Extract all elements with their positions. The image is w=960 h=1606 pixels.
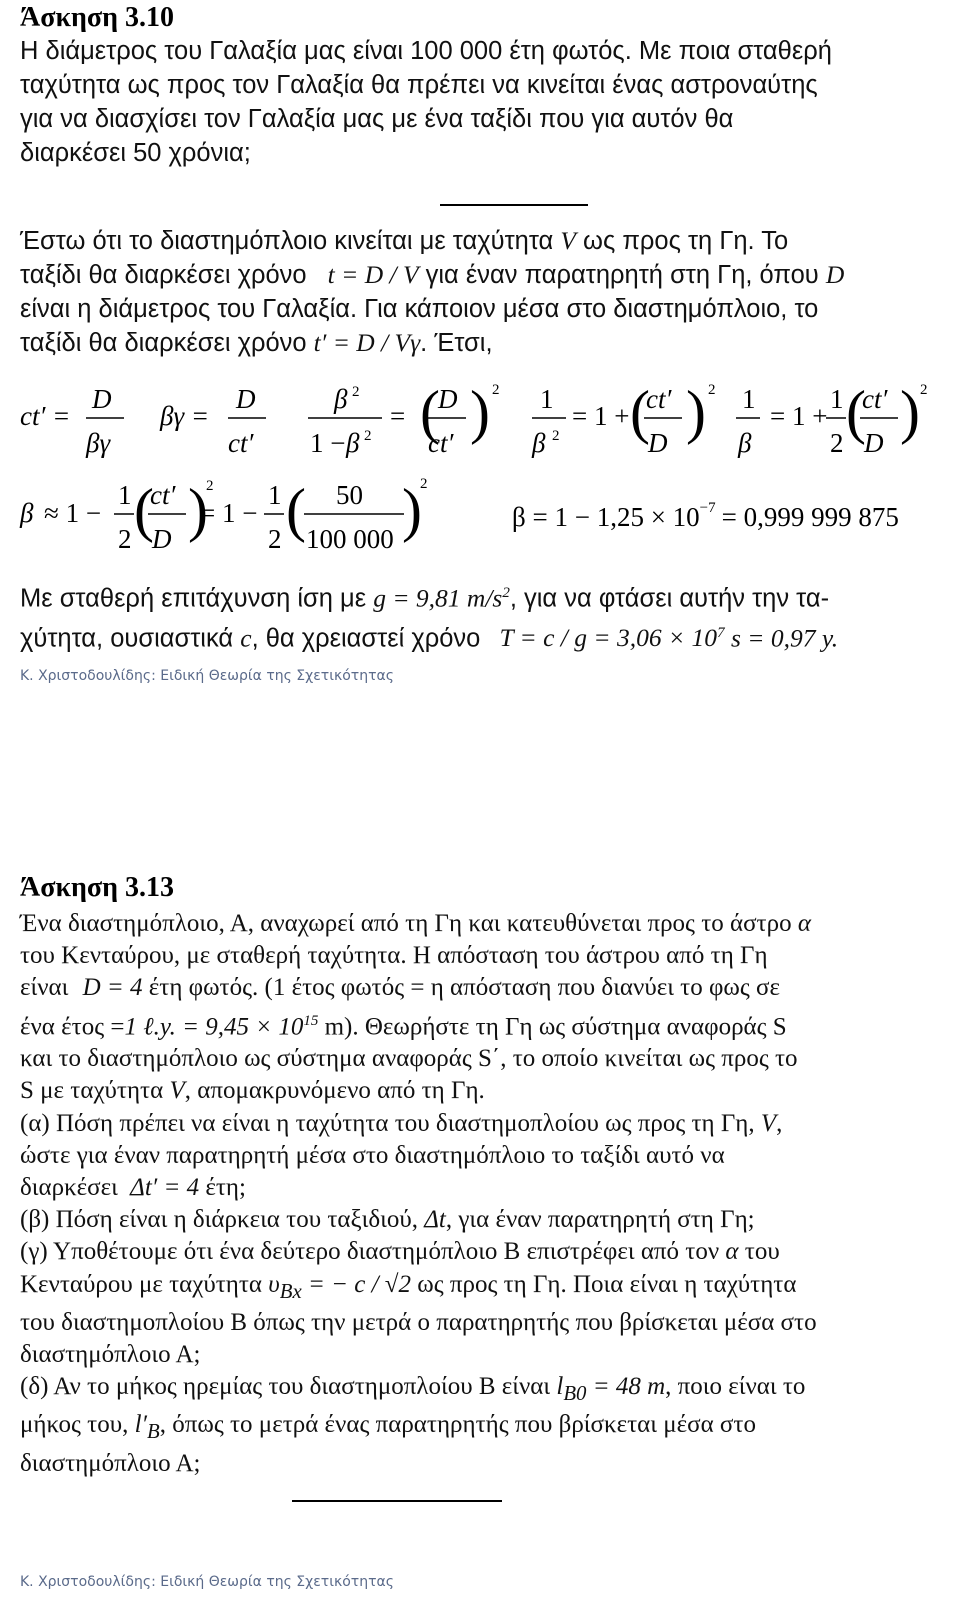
question-c-cont: του διαστημοπλοίου Β όπως την μετρά ο παρατηρητής που βρίσκεται μέσα στο xyxy=(20,1308,817,1336)
svg-text:2: 2 xyxy=(552,428,560,444)
problem-line: και το διαστημόπλοιο ως σύστημα αναφοράς S΄, το οποίο κινείται ως προς το xyxy=(20,1045,798,1073)
svg-text:1: 1 xyxy=(830,384,844,414)
svg-text:≈ 1 −: ≈ 1 − xyxy=(44,498,102,528)
page-footer: Κ. Χριστοδουλίδης: Ειδική Θεωρία της Σχετικότητας xyxy=(20,668,394,684)
svg-text:2: 2 xyxy=(492,382,500,398)
acceleration-text xyxy=(20,576,940,655)
svg-text:(: ( xyxy=(846,379,866,445)
svg-text:ct′: ct′ xyxy=(646,384,672,414)
problem-line: ένα έτος =1 ℓ.y. = $9,45 \times 10^{15}$ m). Θεωρήστε τη Γη ως σύστημα αναφοράς S xyxy=(20,1012,787,1040)
svg-text:β: β xyxy=(346,428,360,458)
svg-text:β: β xyxy=(20,498,34,528)
svg-text:50: 50 xyxy=(336,480,363,510)
svg-text:100 000: 100 000 xyxy=(306,524,394,554)
svg-text:ct′: ct′ xyxy=(150,480,176,510)
equation-block xyxy=(0,370,960,570)
svg-text:D: D xyxy=(236,384,256,414)
svg-text:2: 2 xyxy=(268,524,282,554)
svg-text:1: 1 xyxy=(540,384,554,414)
svg-text:): ) xyxy=(686,379,706,445)
separator-rule xyxy=(440,204,588,206)
svg-text:1: 1 xyxy=(118,480,132,510)
beta-result: = 0,999 999 875 xyxy=(721,502,899,532)
svg-text:2: 2 xyxy=(364,428,372,444)
svg-text:D: D xyxy=(152,524,172,554)
solution-text-3-10 xyxy=(20,224,940,360)
svg-text:2: 2 xyxy=(352,384,360,400)
beta-value: β = 1 − 1,25 × 10 xyxy=(512,502,700,532)
question-a: (α) Πόση πρέπει να είναι η ταχύτητα του διαστημοπλοίου ως προς τη Γη, V, xyxy=(20,1109,783,1137)
svg-text:βγ =: βγ = xyxy=(160,401,210,431)
separator-rule xyxy=(292,1500,502,1502)
question-c-cont: διαστημόπλοιο Α; xyxy=(20,1340,201,1368)
svg-text:βγ: βγ xyxy=(86,428,111,458)
svg-text:(: ( xyxy=(134,477,154,543)
svg-text:(: ( xyxy=(286,477,306,543)
problem-line: ταχύτητα ως προς τον Γαλαξία θα πρέπει να κινείται ένας αστροναύτης xyxy=(20,71,818,99)
svg-text:2: 2 xyxy=(830,428,844,458)
svg-text:D: D xyxy=(438,384,458,414)
page-footer: Κ. Χριστοδουλίδης: Ειδική Θεωρία της Σχετικότητας xyxy=(20,1574,394,1590)
question-c: (γ) Υποθέτουμε ότι ένα δεύτερο διαστημόπλοιο Β επιστρέφει από τον α του xyxy=(20,1238,780,1266)
svg-text:1: 1 xyxy=(742,384,756,414)
svg-text:2: 2 xyxy=(420,476,428,492)
problem-line: Η διάμετρος του Γαλαξία μας είναι 100 000 έτη φωτός. Με ποια σταθερή xyxy=(20,37,832,65)
problem-line: Ένα διαστημόπλοιο, Α, αναχωρεί από τη Γη και κατευθύνεται προς το άστρο α xyxy=(20,910,811,937)
problem-statement-3-13 xyxy=(20,908,940,1480)
svg-text:2: 2 xyxy=(920,382,928,398)
svg-text:β: β xyxy=(334,384,348,414)
svg-text:= 1 +: = 1 + xyxy=(770,401,828,431)
svg-text:ct′: ct′ xyxy=(228,428,254,458)
svg-text:β: β xyxy=(532,428,546,458)
question-d-cont: διαστημόπλοιο Α; xyxy=(20,1449,201,1477)
svg-text:β: β xyxy=(738,428,752,458)
exercise-title-3-10: Άσκηση 3.10 xyxy=(20,2,175,33)
svg-text:): ) xyxy=(188,477,208,543)
svg-text:= 1 −: = 1 − xyxy=(200,498,258,528)
question-b: (β) Πόση είναι η διάρκεια του ταξιδιού, Δt, για έναν παρατηρητή στη Γη; xyxy=(20,1206,755,1234)
svg-text:= 1 +: = 1 + xyxy=(572,401,630,431)
solution-line: χύτητα, ουσιαστικά c, θα χρειαστεί χρόνο $T = c / g = 3,06 \times 10^7$ s = 0,97 y. xyxy=(20,623,839,652)
beta-exponent: −7 xyxy=(699,500,716,516)
svg-text:2: 2 xyxy=(708,382,716,398)
question-d: (δ) Αν το μήκος ηρεμίας του διαστημοπλοίου Β είναι $l_{B0} = 48$ m, ποιο είναι το xyxy=(20,1373,806,1406)
svg-text:2: 2 xyxy=(118,524,132,554)
problem-line: για να διασχίσει τον Γαλαξία μας με ένα ταξίδι που για αυτόν θα xyxy=(20,105,734,133)
svg-text:): ) xyxy=(470,379,490,445)
solution-line: Με σταθερή επιτάχυνση ίση με g = 9,81 $m/s^2$, για να φτάσει αυτήν την τα- xyxy=(20,583,830,613)
problem-statement-3-10 xyxy=(20,34,940,170)
svg-text:D: D xyxy=(92,384,112,414)
svg-text:ct′: ct′ xyxy=(428,428,454,458)
svg-text:D: D xyxy=(648,428,668,458)
svg-text:β = 1 − 1,25 × 10−7= 0,999 999 xyxy=(512,500,899,532)
problem-line: είναι D = 4 έτη φωτός. (1 έτος φωτός = η απόσταση που διανύει το φως σε xyxy=(20,974,780,1002)
exercise-title-3-13: Άσκηση 3.13 xyxy=(20,872,175,903)
svg-text:): ) xyxy=(900,379,920,445)
solution-line: είναι η διάμετρος του Γαλαξία. Για κάποιον μέσα στο διαστημόπλοιο, το xyxy=(20,295,819,323)
question-d-cont: μήκος του, $l'_B$, όπως το μετρά ένας παρατηρητής που βρίσκεται μέσα στο xyxy=(20,1411,756,1444)
svg-text:(: ( xyxy=(630,379,650,445)
svg-text:=: = xyxy=(390,401,406,431)
problem-line: S με ταχύτητα V, απομακρυνόμενο από τη Γη. xyxy=(20,1077,485,1105)
svg-text:2: 2 xyxy=(206,478,214,494)
solution-line: ταξίδι θα διαρκέσει χρόνο t′ = D / Vγ. Έτσι, xyxy=(20,328,493,357)
svg-text:ct′: ct′ xyxy=(862,384,888,414)
solution-line: Έστω ότι το διαστημόπλοιο κινείται με ταχύτητα V ως προς τη Γη. Το xyxy=(20,226,789,255)
svg-text:): ) xyxy=(402,477,422,543)
problem-line: του Κενταύρου, με σταθερή ταχύτητα. Η απόσταση του άστρου από τη Γη xyxy=(20,942,768,970)
svg-text:D: D xyxy=(864,428,884,458)
question-c-cont: Κενταύρου με ταχύτητα $\upsilon_{Bx}$ = − c / √2 ως προς τη Γη. Ποια είναι η ταχύτητα xyxy=(20,1270,797,1303)
solution-line: ταξίδι θα διαρκέσει χρόνο t = D / V για έναν παρατηρητή στη Γη, όπου D xyxy=(20,260,845,289)
question-a-cont: ώστε για έναν παρατηρητή μέσα στο διαστημόπλοιο το ταξίδι αυτό να xyxy=(20,1141,725,1169)
problem-line: διαρκέσει 50 χρόνια; xyxy=(20,139,251,167)
svg-text:1 −: 1 − xyxy=(310,428,346,458)
svg-text:1: 1 xyxy=(268,480,282,510)
question-a-cont: διαρκέσει Δt′ = 4 έτη; xyxy=(20,1173,246,1201)
svg-text:(: ( xyxy=(420,379,440,445)
svg-text:ct′ =: ct′ = xyxy=(20,401,71,431)
